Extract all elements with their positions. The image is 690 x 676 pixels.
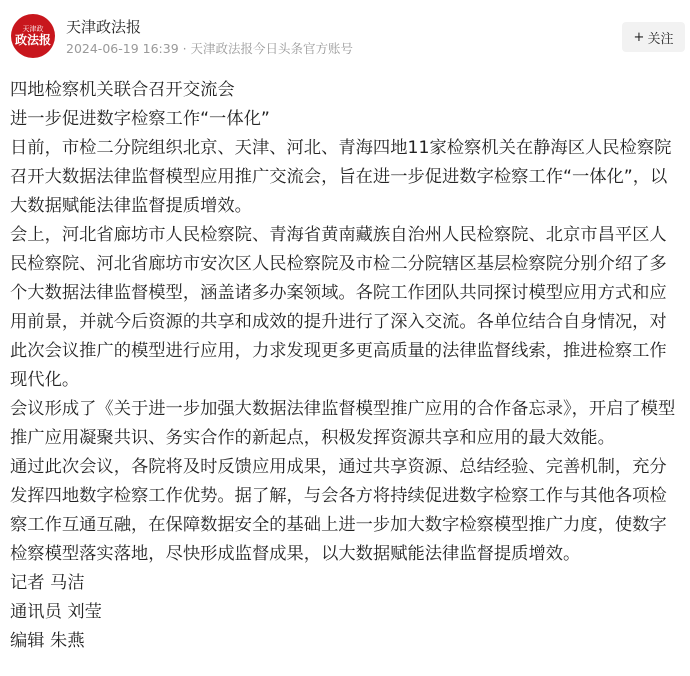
article-body <box>10 76 682 656</box>
follow-button[interactable] <box>622 22 685 52</box>
article-title-line-1: 四地检察机关联合召开交流会 <box>10 80 235 100</box>
follow-button-label: 关注 <box>647 31 674 47</box>
article-paragraph: 会上，河北省廊坊市人民检察院、青海省黄南藏族自治州人民检察院、北京市昌平区人民检察院、河北省廊坊市安次区人民检察院及市检二分院辖区基层检察院分别介绍了多个大数据法律监督模型，涵盖诸多办案领域。各院工作团队共同探讨模型应用方式和应用前景，并就今后资源的共享和成效的提升进行了深入交流。各单位结合自身情况，对此次会议推广的模型进行应用，力求发现更多更高质量的法律监督线索，推进检察工作现代化。 <box>10 225 667 390</box>
avatar-text-big: 政法报 <box>14 33 51 47</box>
article-title-line-2: 进一步促进数字检察工作“一体化” <box>10 109 270 129</box>
article-paragraph: 通过此次会议，各院将及时反馈应用成果，通过共享资源、总结经验、完善机制，充分发挥四地数字检察工作优势。据了解，与会各方将持续促进数字检察工作与其他各项检察工作互通互融，在保障数据安全的基础上进一步加大数字检察模型推广力度，使数字检察模型落实落地，尽快形成监督成果，以大数据赋能法律监督提质增效。 <box>10 457 667 564</box>
author-name[interactable]: 天津政法报 <box>66 18 142 36</box>
editor-credit: 编辑 朱燕 <box>10 631 85 651</box>
author-avatar[interactable] <box>11 14 55 58</box>
publish-meta: 2024-06-19 16:39 · 天津政法报今日头条官方账号 <box>66 41 354 56</box>
plus-icon: + <box>633 29 645 45</box>
article-header <box>0 0 690 72</box>
article-paragraph: 日前，市检二分院组织北京、天津、河北、青海四地11家检察机关在静海区人民检察院召开大数据法律监督模型应用推广交流会，旨在进一步促进数字检察工作“一体化”，以大数据赋能法律监督提质增效。 <box>10 138 672 216</box>
correspondent-credit: 通讯员 刘莹 <box>10 602 102 622</box>
reporter-credit: 记者 马洁 <box>10 573 85 593</box>
article-paragraph: 会议形成了《关于进一步加强大数据法律监督模型推广应用的合作备忘录》，开启了模型推广应用凝聚共识、务实合作的新起点，积极发挥资源共享和应用的最大效能。 <box>10 399 676 448</box>
avatar-text-small: 天津政 <box>22 25 44 33</box>
